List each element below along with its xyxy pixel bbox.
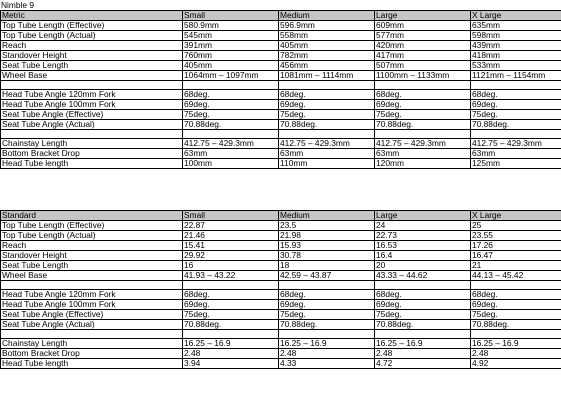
- value-cell[interactable]: 1121mm – 1154mm: [471, 71, 561, 81]
- value-cell[interactable]: 782mm: [279, 51, 375, 61]
- value-cell[interactable]: 25: [471, 221, 561, 231]
- standard-header-row: [1, 211, 561, 221]
- value-cell[interactable]: 15.41: [183, 241, 279, 251]
- value-cell[interactable]: 70.88deg.: [375, 320, 471, 330]
- value-cell[interactable]: 1064mm – 1097mm: [183, 71, 279, 81]
- table-row: [1, 61, 561, 71]
- value-cell[interactable]: 2.48: [279, 349, 375, 359]
- table-row: [1, 221, 561, 231]
- value-cell[interactable]: 63mm: [471, 149, 561, 159]
- metric-header-cell[interactable]: Large: [375, 11, 471, 21]
- value-cell[interactable]: 16: [183, 261, 279, 271]
- value-cell[interactable]: 120mm: [375, 159, 471, 169]
- row-label-cell[interactable]: Reach: [1, 41, 183, 51]
- value-cell[interactable]: 4.33: [279, 359, 375, 369]
- row-label-cell[interactable]: Seat Tube Length: [1, 61, 183, 71]
- value-cell[interactable]: 75deg.: [183, 110, 279, 120]
- value-cell[interactable]: 2.48: [471, 349, 561, 359]
- value-cell[interactable]: 41.93 – 43.22: [183, 271, 279, 281]
- value-cell[interactable]: [471, 130, 561, 139]
- table-row: [1, 31, 561, 41]
- value-cell[interactable]: 69deg.: [279, 100, 375, 110]
- value-cell[interactable]: 68deg.: [375, 90, 471, 100]
- row-label-cell[interactable]: Chainstay Length: [1, 339, 183, 349]
- table-row: [1, 359, 561, 369]
- value-cell[interactable]: 16.25 – 16.9: [471, 339, 561, 349]
- value-cell[interactable]: 412.75 – 429.3mm: [279, 139, 375, 149]
- table-row: [1, 271, 561, 281]
- table-row: [1, 159, 561, 169]
- value-cell[interactable]: 577mm: [375, 31, 471, 41]
- table-row: [1, 290, 561, 300]
- value-cell[interactable]: 110mm: [279, 159, 375, 169]
- value-cell[interactable]: [279, 330, 375, 339]
- value-cell[interactable]: 23.55: [471, 231, 561, 241]
- value-cell[interactable]: 70.88deg.: [279, 120, 375, 130]
- value-cell[interactable]: 63mm: [375, 149, 471, 159]
- value-cell[interactable]: [183, 281, 279, 290]
- value-cell[interactable]: 405mm: [183, 61, 279, 71]
- value-cell[interactable]: [471, 81, 561, 90]
- table-row: [1, 251, 561, 261]
- row-label-cell[interactable]: Wheel Base: [1, 271, 183, 281]
- value-cell[interactable]: 44.13 – 45.42: [471, 271, 561, 281]
- value-cell[interactable]: 63mm: [183, 149, 279, 159]
- row-label-cell[interactable]: Seat Tube Angle (Actual): [1, 320, 183, 330]
- value-cell[interactable]: 69deg.: [375, 300, 471, 310]
- row-label-cell[interactable]: Bottom Bracket Drop: [1, 349, 183, 359]
- row-label-cell[interactable]: Head Tube Angle 120mm Fork: [1, 90, 183, 100]
- standard-header-cell[interactable]: Standard: [1, 211, 183, 221]
- value-cell[interactable]: 15.93: [279, 241, 375, 251]
- table-row: [1, 51, 561, 61]
- value-cell[interactable]: 18: [279, 261, 375, 271]
- value-cell[interactable]: [375, 130, 471, 139]
- value-cell[interactable]: 68deg.: [183, 290, 279, 300]
- row-label-cell[interactable]: [1, 130, 183, 139]
- row-label-cell[interactable]: Seat Tube Length: [1, 261, 183, 271]
- value-cell[interactable]: 68deg.: [471, 290, 561, 300]
- value-cell[interactable]: 68deg.: [279, 90, 375, 100]
- value-cell[interactable]: 412.75 – 429.3mm: [375, 139, 471, 149]
- spacer-row: [1, 130, 561, 139]
- metric-geometry-table: [0, 10, 561, 169]
- row-label-cell[interactable]: Wheel Base: [1, 71, 183, 81]
- value-cell[interactable]: 760mm: [183, 51, 279, 61]
- value-cell[interactable]: 533mm: [471, 61, 561, 71]
- value-cell[interactable]: [183, 130, 279, 139]
- row-label-cell[interactable]: Top Tube Length (Effective): [1, 21, 183, 31]
- table-row: [1, 90, 561, 100]
- value-cell[interactable]: 70.88deg.: [471, 120, 561, 130]
- value-cell[interactable]: 69deg.: [375, 100, 471, 110]
- value-cell[interactable]: [279, 81, 375, 90]
- standard-header-cell[interactable]: X Large: [471, 211, 561, 221]
- row-label-cell[interactable]: Head Tube Angle 100mm Fork: [1, 100, 183, 110]
- value-cell[interactable]: [183, 330, 279, 339]
- value-cell[interactable]: [375, 81, 471, 90]
- row-label-cell[interactable]: Head Tube length: [1, 159, 183, 169]
- standard-header-cell[interactable]: Small: [183, 211, 279, 221]
- value-cell[interactable]: 70.88deg.: [471, 320, 561, 330]
- row-label-cell[interactable]: [1, 330, 183, 339]
- value-cell[interactable]: 17.26: [471, 241, 561, 251]
- value-cell[interactable]: 23.5: [279, 221, 375, 231]
- row-label-cell[interactable]: Top Tube Length (Actual): [1, 31, 183, 41]
- value-cell[interactable]: 412.75 – 429.3mm: [183, 139, 279, 149]
- row-label-cell[interactable]: Head Tube length: [1, 359, 183, 369]
- value-cell[interactable]: 2.48: [375, 349, 471, 359]
- value-cell[interactable]: 29.92: [183, 251, 279, 261]
- value-cell[interactable]: 418mm: [471, 51, 561, 61]
- table-row: [1, 110, 561, 120]
- value-cell[interactable]: 22.73: [375, 231, 471, 241]
- row-label-cell[interactable]: Head Tube Angle 120mm Fork: [1, 290, 183, 300]
- value-cell[interactable]: 16.25 – 16.9: [375, 339, 471, 349]
- value-cell[interactable]: 21.46: [183, 231, 279, 241]
- value-cell[interactable]: 417mm: [375, 51, 471, 61]
- table-row: [1, 349, 561, 359]
- value-cell[interactable]: 24: [375, 221, 471, 231]
- value-cell[interactable]: 4.72: [375, 359, 471, 369]
- value-cell[interactable]: 507mm: [375, 61, 471, 71]
- table-row: [1, 41, 561, 51]
- value-cell[interactable]: 439mm: [471, 41, 561, 51]
- row-label-cell[interactable]: Seat Tube Angle (Actual): [1, 120, 183, 130]
- value-cell[interactable]: 16.25 – 16.9: [279, 339, 375, 349]
- value-cell[interactable]: 405mm: [279, 41, 375, 51]
- table-row: [1, 21, 561, 31]
- table-row: [1, 310, 561, 320]
- row-label-cell[interactable]: [1, 81, 183, 90]
- standard-header-cell[interactable]: Medium: [279, 211, 375, 221]
- spacer-row: [1, 330, 561, 339]
- value-cell[interactable]: 69deg.: [183, 300, 279, 310]
- row-label-cell[interactable]: Bottom Bracket Drop: [1, 149, 183, 159]
- value-cell[interactable]: 70.88deg.: [183, 120, 279, 130]
- table-row: [1, 320, 561, 330]
- table-row: [1, 231, 561, 241]
- value-cell[interactable]: [471, 330, 561, 339]
- value-cell[interactable]: 22.87: [183, 221, 279, 231]
- value-cell[interactable]: 558mm: [279, 31, 375, 41]
- value-cell[interactable]: 635mm: [471, 21, 561, 31]
- spacer-row: [1, 281, 561, 290]
- value-cell[interactable]: 69deg.: [183, 100, 279, 110]
- value-cell[interactable]: 21.98: [279, 231, 375, 241]
- row-label-cell[interactable]: Chainstay Length: [1, 139, 183, 149]
- standard-header-cell[interactable]: Large: [375, 211, 471, 221]
- value-cell[interactable]: 69deg.: [471, 100, 561, 110]
- value-cell[interactable]: 75deg.: [183, 310, 279, 320]
- spacer-row: [1, 81, 561, 90]
- value-cell[interactable]: 580.9mm: [183, 21, 279, 31]
- table-row: [1, 120, 561, 130]
- value-cell[interactable]: 70.88deg.: [279, 320, 375, 330]
- row-label-cell[interactable]: Head Tube Angle 100mm Fork: [1, 300, 183, 310]
- row-label-cell[interactable]: Reach: [1, 241, 183, 251]
- value-cell[interactable]: [375, 330, 471, 339]
- value-cell[interactable]: 42.59 – 43.87: [279, 271, 375, 281]
- table-row: [1, 139, 561, 149]
- value-cell[interactable]: 75deg.: [279, 310, 375, 320]
- value-cell[interactable]: [375, 281, 471, 290]
- value-cell[interactable]: 75deg.: [471, 310, 561, 320]
- value-cell[interactable]: 75deg.: [375, 310, 471, 320]
- value-cell[interactable]: 75deg.: [279, 110, 375, 120]
- value-cell[interactable]: 412.75 – 429.3mm: [471, 139, 561, 149]
- row-label-cell[interactable]: Seat Tube Angle (Effective): [1, 310, 183, 320]
- value-cell[interactable]: 69deg.: [471, 300, 561, 310]
- metric-header-row: [1, 11, 561, 21]
- value-cell[interactable]: 43.33 – 44.62: [375, 271, 471, 281]
- value-cell[interactable]: 598mm: [471, 31, 561, 41]
- value-cell[interactable]: [279, 281, 375, 290]
- value-cell[interactable]: 21: [471, 261, 561, 271]
- value-cell[interactable]: 68deg.: [375, 290, 471, 300]
- table-row: [1, 339, 561, 349]
- value-cell[interactable]: 70.88deg.: [375, 120, 471, 130]
- value-cell[interactable]: 16.25 – 16.9: [183, 339, 279, 349]
- value-cell[interactable]: 20: [375, 261, 471, 271]
- metric-header-cell[interactable]: X Large: [471, 11, 561, 21]
- table-row: [1, 261, 561, 271]
- value-cell[interactable]: [279, 130, 375, 139]
- value-cell[interactable]: [183, 81, 279, 90]
- value-cell[interactable]: 420mm: [375, 41, 471, 51]
- value-cell[interactable]: 1081mm – 1114mm: [279, 71, 375, 81]
- value-cell[interactable]: 456mm: [279, 61, 375, 71]
- value-cell[interactable]: 16.47: [471, 251, 561, 261]
- value-cell[interactable]: 16.4: [375, 251, 471, 261]
- value-cell[interactable]: 68deg.: [183, 90, 279, 100]
- value-cell[interactable]: 68deg.: [471, 90, 561, 100]
- value-cell[interactable]: 68deg.: [279, 290, 375, 300]
- value-cell[interactable]: 3.94: [183, 359, 279, 369]
- value-cell[interactable]: 125mm: [471, 159, 561, 169]
- sheet-title: Nimble 9: [1, 0, 35, 10]
- row-label-cell[interactable]: Top Tube Length (Effective): [1, 221, 183, 231]
- metric-header-cell[interactable]: Medium: [279, 11, 375, 21]
- row-label-cell[interactable]: Top Tube Length (Actual): [1, 231, 183, 241]
- row-label-cell[interactable]: [1, 281, 183, 290]
- value-cell[interactable]: 4.92: [471, 359, 561, 369]
- value-cell[interactable]: [471, 281, 561, 290]
- table-row: [1, 241, 561, 251]
- value-cell[interactable]: 16.53: [375, 241, 471, 251]
- table-row: [1, 149, 561, 159]
- value-cell[interactable]: 70.88deg.: [183, 320, 279, 330]
- value-cell[interactable]: 69deg.: [279, 300, 375, 310]
- row-label-cell[interactable]: Seat Tube Angle (Effective): [1, 110, 183, 120]
- standard-geometry-table: [0, 210, 561, 369]
- value-cell[interactable]: 63mm: [279, 149, 375, 159]
- metric-header-cell[interactable]: Metric: [1, 11, 183, 21]
- row-label-cell[interactable]: Standover Height: [1, 51, 183, 61]
- value-cell[interactable]: 75deg.: [375, 110, 471, 120]
- value-cell[interactable]: 391mm: [183, 41, 279, 51]
- value-cell[interactable]: 1100mm – 1133mm: [375, 71, 471, 81]
- value-cell[interactable]: 100mm: [183, 159, 279, 169]
- value-cell[interactable]: 545mm: [183, 31, 279, 41]
- value-cell[interactable]: 596.9mm: [279, 21, 375, 31]
- table-row: [1, 300, 561, 310]
- metric-header-cell[interactable]: Small: [183, 11, 279, 21]
- value-cell[interactable]: 75deg.: [471, 110, 561, 120]
- table-row: [1, 100, 561, 110]
- value-cell[interactable]: 609mm: [375, 21, 471, 31]
- value-cell[interactable]: 30.78: [279, 251, 375, 261]
- row-label-cell[interactable]: Standover Height: [1, 251, 183, 261]
- table-row: [1, 71, 561, 81]
- value-cell[interactable]: 2.48: [183, 349, 279, 359]
